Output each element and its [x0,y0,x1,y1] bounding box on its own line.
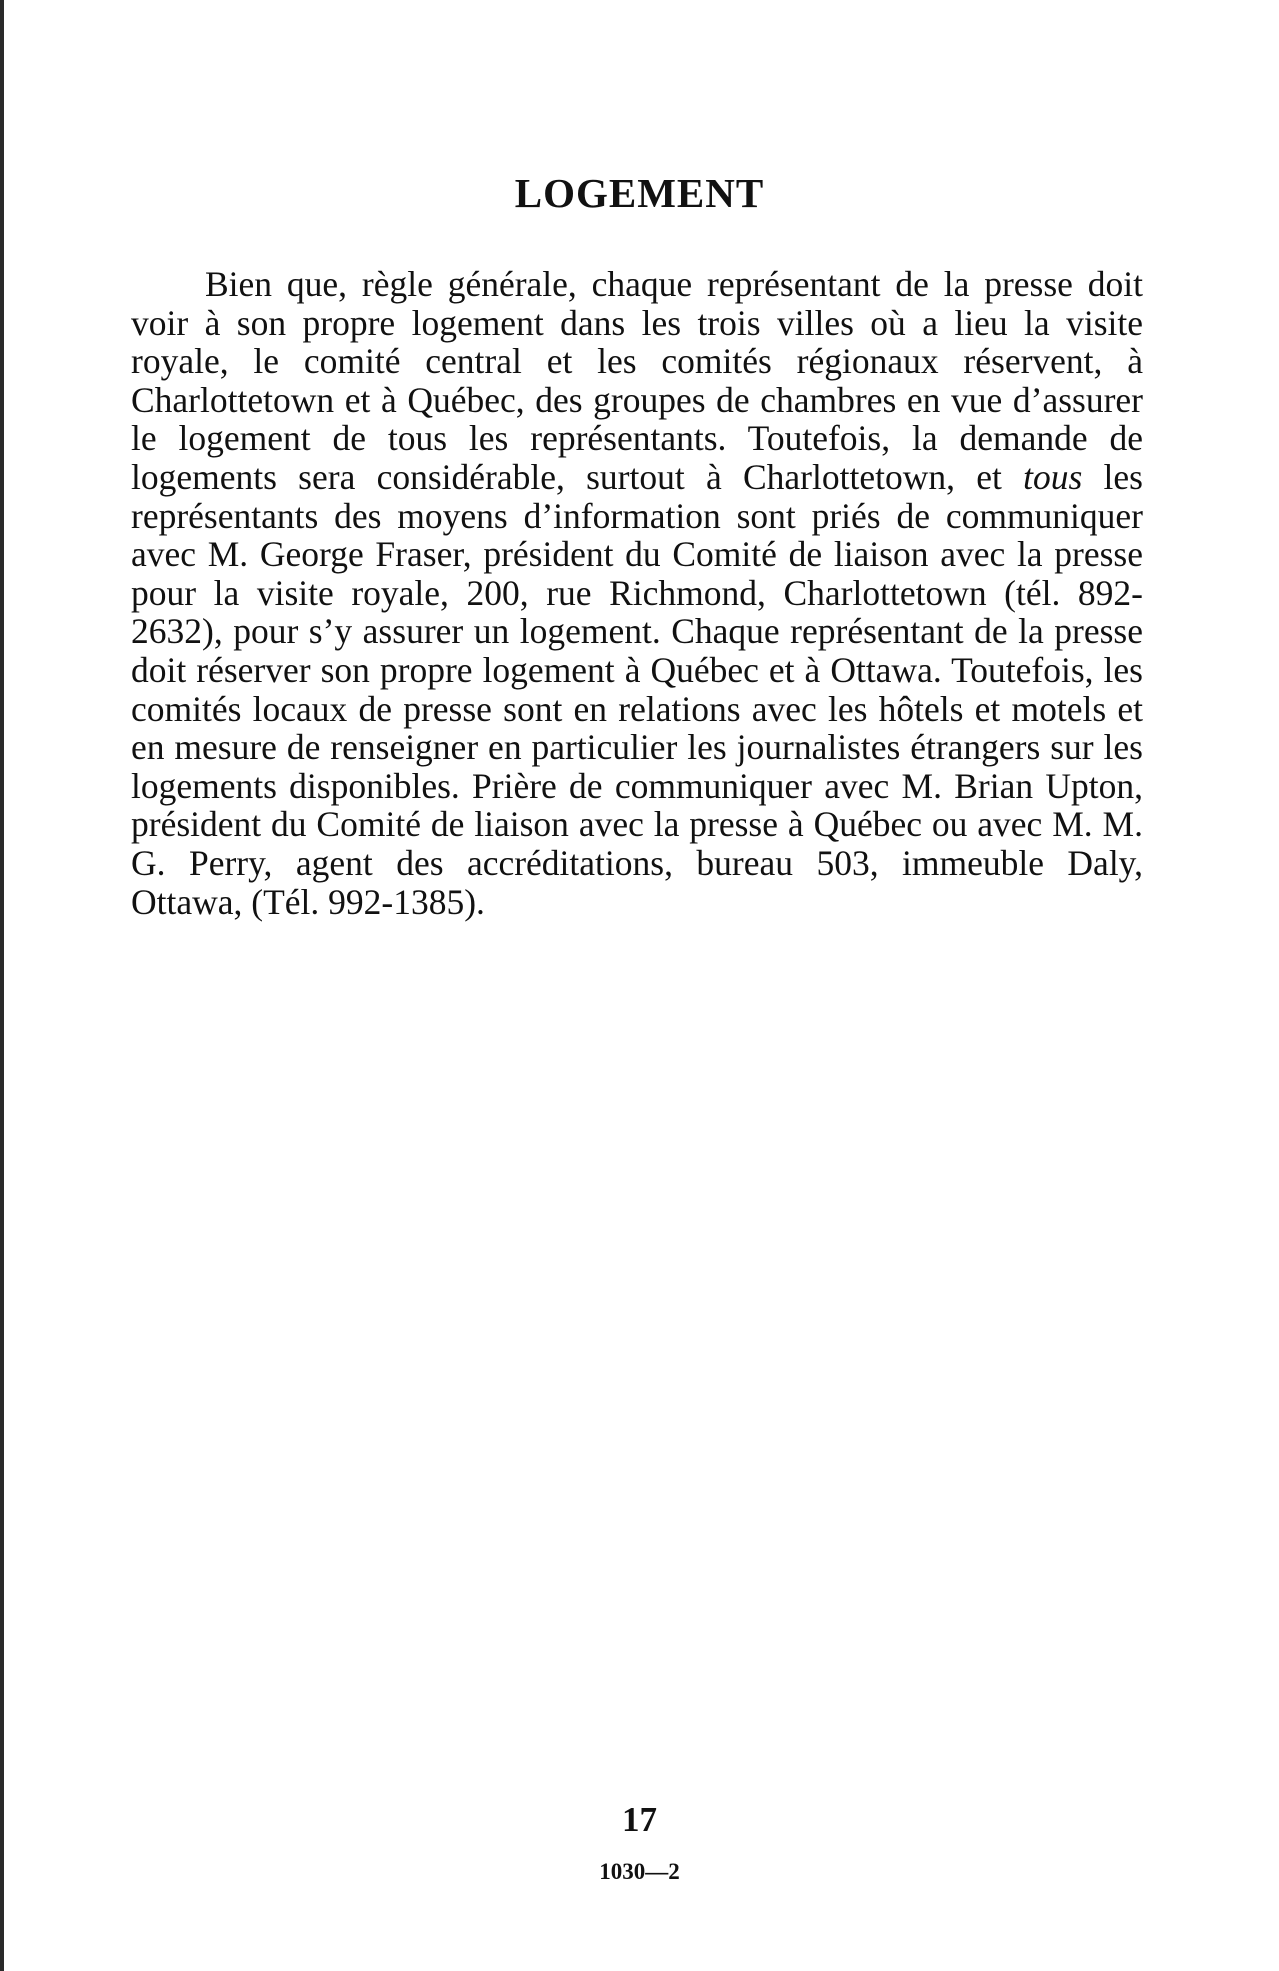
paragraph-text-part-1: Bien que, règle générale, chaque représentant de la presse doit voir à son propre logement dans les trois villes où a lieu la visite royale, le comité central et les comités régionaux réservent, à Charlottetown et à Québec, des groupes de chambres en vue d’assurer le logement de tous les représentants. Toutefois, la demande de logements sera considérable, surtout à Charlottetown, et [131,264,1143,497]
print-code: 1030—2 [599,1859,680,1884]
page-binding-edge [0,0,4,1971]
body-paragraph [131,265,1143,921]
page-title: LOGEMENT [514,170,765,216]
paragraph-text-part-2: les représentants des moyens d’information sont priés de communiquer avec M. George Fraser, président du Comité de liaison avec la presse pour la visite royale, 200, rue Richmond, Charlottetown (tél. 892-2632), pour s’y assurer un logement. Chaque représentant de la presse doit réserver son propre logement à Québec et à Ottawa. Toutefois, les comités locaux de presse sont en relations avec les hôtels et motels et en mesure de renseigner en particulier les journalistes étrangers sur les logements disponibles. Prière de communiquer avec M. Brian Upton, président du Comité de liaison avec la presse à Québec ou avec M. M. G. Perry, agent des accréditations, bureau 503, immeuble Daly, Ottawa, (Tél. 992-1385). [131,456,1143,922]
page-number: 17 [622,1800,657,1839]
paragraph-emphasis: tous [1023,456,1083,497]
